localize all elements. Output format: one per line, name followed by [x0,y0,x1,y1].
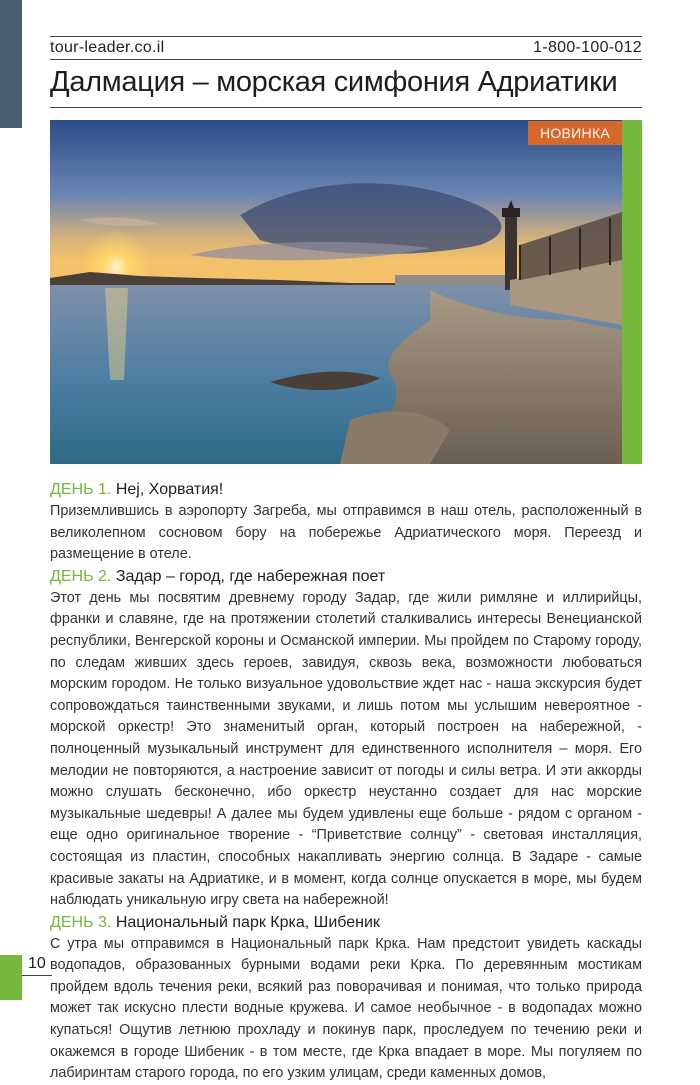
page-number-rule [22,975,52,976]
day-2-heading [50,566,642,588]
page-number: 10 [28,955,46,972]
day-2-label: ДЕНЬ 2. [50,567,112,585]
page-header [50,36,642,60]
sunset-coast-photo [50,120,622,464]
photo-accent-strip [622,120,642,464]
new-badge: НОВИНКА [528,121,622,145]
day-1-label: ДЕНЬ 1. [50,481,112,498]
side-color-tab [0,0,22,128]
day-3-label: ДЕНЬ 3. [50,913,112,931]
day-3-heading [50,912,642,934]
day-1-title: Hej, Хорватия! [115,481,224,498]
day-2-title: Задар – город, где набережная поет [115,567,386,585]
title-divider [50,107,642,108]
day-2-text: Этот день мы посвятим древнему городу Задар, где жили римляне и иллирийцы, франки и славяне, где на протяжении столетий сталкивались интересы Венецианской республики, Венгерской короны и Османской империи. Мы пройдем по Старому городу, по следам живших здесь героев, завидуя, сквозь века, возможности любоваться морским городом. Не только визуальное удовольствие ждет нас - наша экскурсия будет сопровождаться таинственными звуками, и лишь потом мы услышим невероятное - морской оркестр! Это знаменитый орган, который построен на набережной, - полноценный музыкальный инструмент для единственного исполнителя – моря. Его мелодии не повторяются, а настроение зависит от погоды и силы ветра. И эти аккорды можно слушать бесконечно, ибо оркестр неустанно создает для нас морские музыкальные шедевры! А далее мы будем удивлены еще больше - рядом с органом - еще одно оригинальное творение - “Приветствие солнцу” - световая инсталляция, состоящая из пластин, способных накапливать энергию солнца. В Задаре - самые красивые закаты на Адриатике, и в момент, когда солнце опускается в море, мы будем наблюдать уникальную игру света на набережной! [50,589,642,909]
page-title: Далмация – морская симфония Адриатики [50,66,618,98]
day-1-text: Приземлившись в аэропорту Загреба, мы отправимся в наш отель, расположенный в великолепном сосновом бору на побережье Адриатического моря. Переезд и размещение в отеле. [50,503,642,563]
day-3-title: Национальный парк Крка, Шибеник [115,913,380,931]
page-number-tab [0,955,22,1000]
day-1-heading [50,479,642,501]
site-url[interactable]: tour-leader.co.il [50,39,165,56]
phone-number[interactable]: 1-800-100-012 [533,39,642,56]
itinerary [50,479,642,1085]
day-3-text: С утра мы отправимся в Национальный парк Крка. Нам предстоит увидеть каскады водопадов, образованных бурными водами реки Крка. По деревянным мостикам пройдем вдоль течения реки, всякий раз поворачивая и понимая, что только природа может так искусно плести водные кружева. И самое необычное - в водопадах можно купаться! Ощутив летнюю прохладу и покинув парк, проследуем по течению реки и окажемся в городе Шибеник - в том месте, где Крка впадает в море. Мы погуляем по лабиринтам старого города, по его узким улицам, среди каменных домов, [50,935,642,1082]
